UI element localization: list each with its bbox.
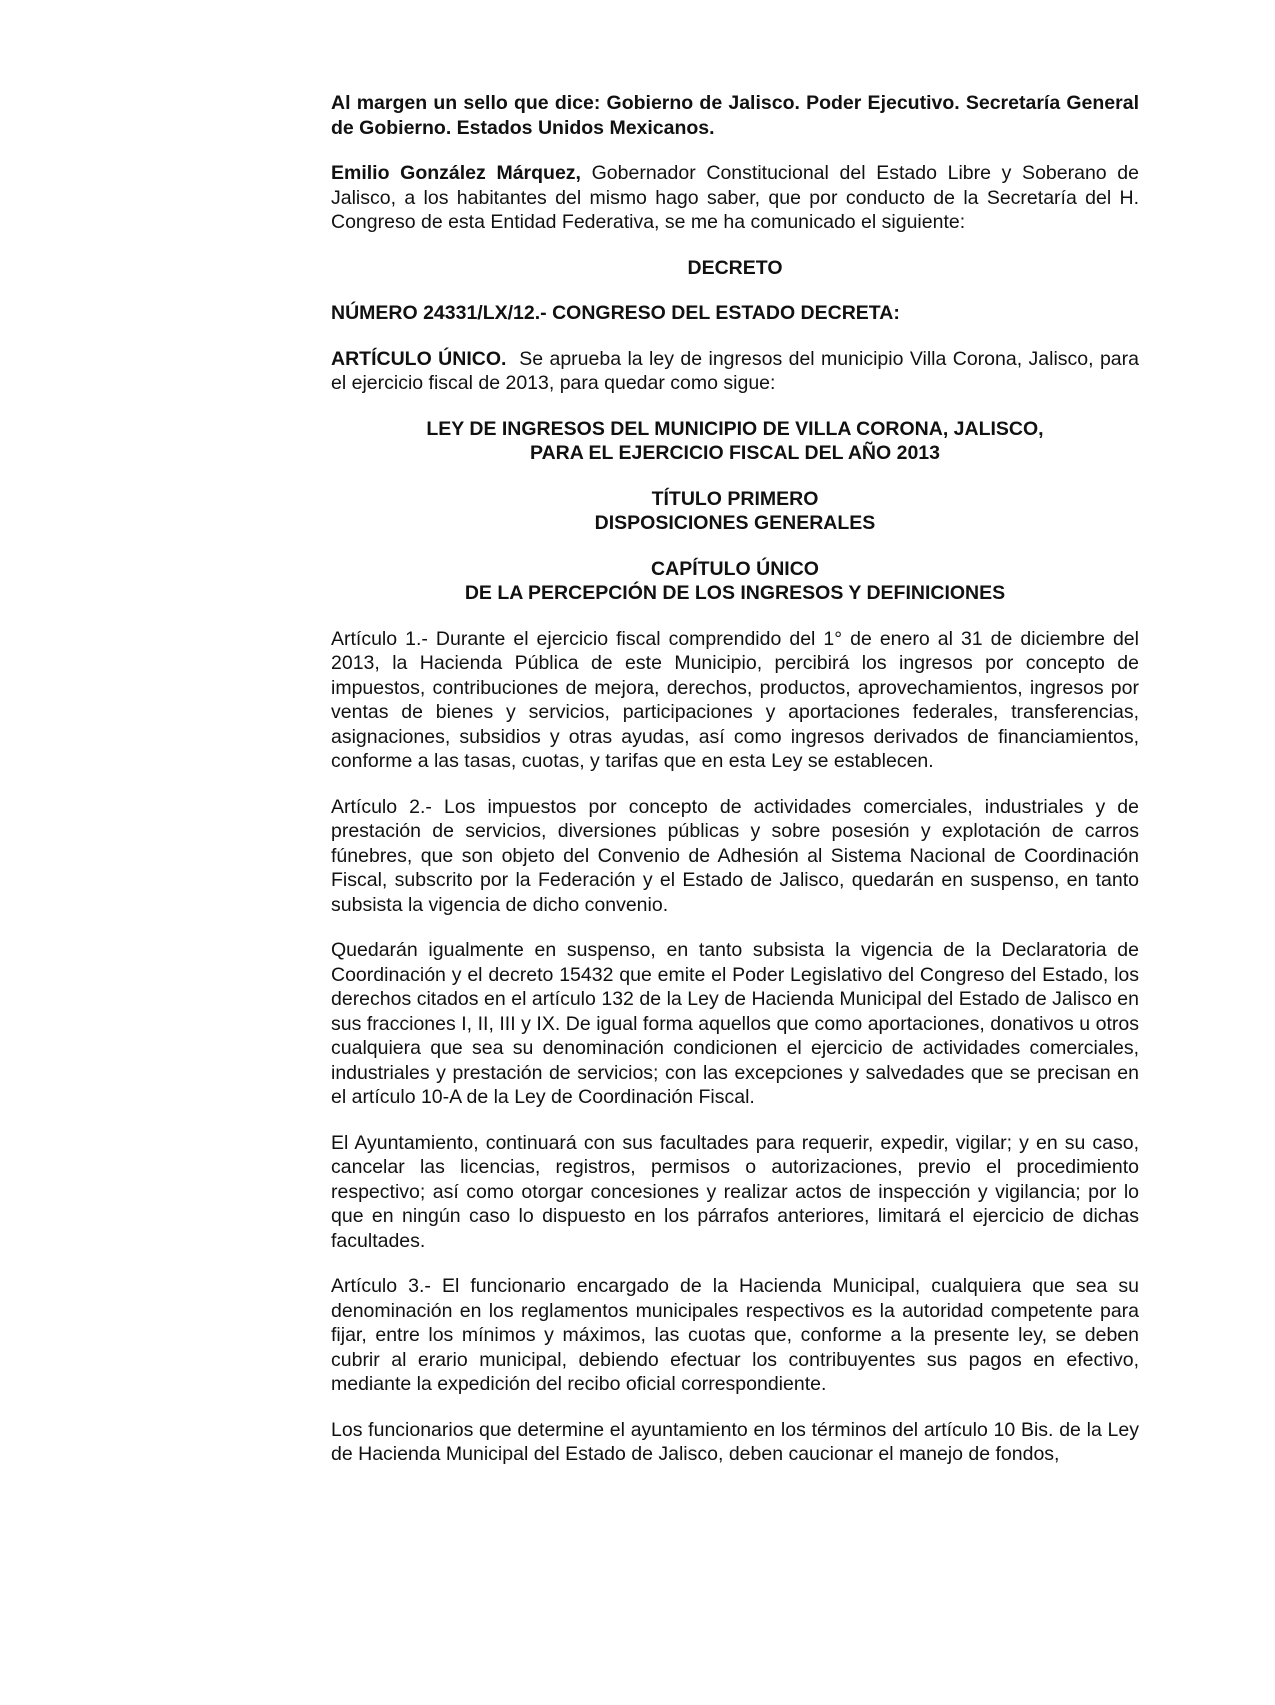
law-title-line1: LEY DE INGRESOS DEL MUNICIPIO DE VILLA CORONA, JALISCO,: [426, 417, 1044, 440]
funcionarios-paragraph: Los funcionarios que determine el ayuntamiento en los términos del artículo 10 Bis. de la Ley de Hacienda Municipal del Estado de Jalisco, deben caucionar el manejo de fondos,: [331, 1418, 1139, 1465]
stamp-note: Al margen un sello que dice: Gobierno de Jalisco. Poder Ejecutivo. Secretaría General de Gobierno. Estados Unidos Mexicanos.: [331, 92, 1139, 139]
decree-title: DECRETO: [687, 256, 783, 279]
articulo-1-paragraph: Artículo 1.- Durante el ejercicio fiscal comprendido del 1° de enero al 31 de diciembre del 2013, la Hacienda Pública de este Municipio, percibirá los ingresos por concepto de impuestos, contribuciones de mejora, derechos, productos, aprovechamientos, ingresos por ventas de bienes y servicios, participaciones y aportaciones federales, transferencias, asignaciones, subsidios y otras ayudas, así como ingresos derivados de financiamientos, conforme a las tasas, cuotas, y tarifas que en esta Ley se establecen.: [331, 627, 1139, 772]
articulo-2-paragraph: Artículo 2.- Los impuestos por concepto de actividades comerciales, industriales y de prestación de servicios, diversiones públicas y sobre posesión y explotación de carros fúnebres, que son objeto del Convenio de Adhesión al Sistema Nacional de Coordinación Fiscal, subscrito por la Federación y el Estado de Jalisco, quedarán en suspenso, en tanto subsista la vigencia de dicho convenio.: [331, 795, 1139, 916]
governor-name: Emilio González Márquez,: [331, 162, 581, 184]
capitulo-line2: DE LA PERCEPCIÓN DE LOS INGRESOS Y DEFINICIONES: [464, 582, 1006, 604]
titulo-heading: [331, 487, 1139, 536]
articulo-unico-paragraph: [331, 347, 1145, 396]
suspension-paragraph: Quedarán igualmente en suspenso, en tanto subsista la vigencia de la Declaratoria de Coordinación y el decreto 15432 que emite el Poder Legislativo del Congreso del Estado, los derechos citados en el artículo 132 de la Ley de Hacienda Municipal del Estado de Jalisco en sus fracciones I, II, III y IX. De igual forma aquellos que como aportaciones, donativos u otros cualquiera que sea su denominación condicionen el ejercicio de actividades comerciales, industriales y prestación de servicios; con las excepciones y salvedades que se precisan en el artículo 10-A de la Ley de Coordinación Fiscal.: [331, 939, 1139, 1108]
capitulo-heading: [331, 557, 1139, 606]
law-title: [331, 417, 1139, 466]
articulo-3-paragraph: Artículo 3.- El funcionario encargado de la Hacienda Municipal, cualquiera que sea su denominación en los reglamentos municipales respectivos es la autoridad competente para fijar, entre los mínimos y máximos, las cuotas que, conforme a la presente ley, se deben cubrir al erario municipal, debiendo efectuar los contribuyentes sus pagos en efectivo, mediante la expedición del recibo oficial correspondiente.: [331, 1275, 1139, 1395]
capitulo-line1: CAPÍTULO ÚNICO: [651, 557, 819, 580]
titulo-line2: DISPOSICIONES GENERALES: [594, 512, 876, 534]
titulo-line1: TÍTULO PRIMERO: [651, 487, 819, 510]
governor-text: Gobernador Constitucional del Estado Libre y Soberano de Jalisco, a los habitantes del mismo hago saber, que por conducto de la Secretaría del H. Congreso de esta Entidad Federativa, se me ha comunicado el siguiente:: [331, 162, 1139, 233]
articulo-unico-text: Se aprueba la ley de ingresos del municipio Villa Corona, Jalisco, para el ejercicio fiscal de 2013, para quedar como sigue:: [331, 347, 1145, 394]
governor-paragraph: [331, 161, 1139, 235]
articulo-unico-label: ARTÍCULO ÚNICO.: [331, 347, 507, 370]
law-title-line2: PARA EL EJERCICIO FISCAL DEL AÑO 2013: [530, 442, 940, 464]
document-page: [331, 91, 1145, 1467]
decree-number: NÚMERO 24331/LX/12.- CONGRESO DEL ESTADO DECRETA:: [331, 302, 900, 324]
ayuntamiento-paragraph: El Ayuntamiento, continuará con sus facultades para requerir, expedir, vigilar; y en su caso, cancelar las licencias, registros, permisos o autorizaciones, previo el procedimiento respectivo; así como otorgar concesiones y realizar actos de inspección y vigilancia; por lo que en ningún caso lo dispuesto en los párrafos anteriores, limitará el ejercicio de dichas facultades.: [331, 1131, 1139, 1252]
